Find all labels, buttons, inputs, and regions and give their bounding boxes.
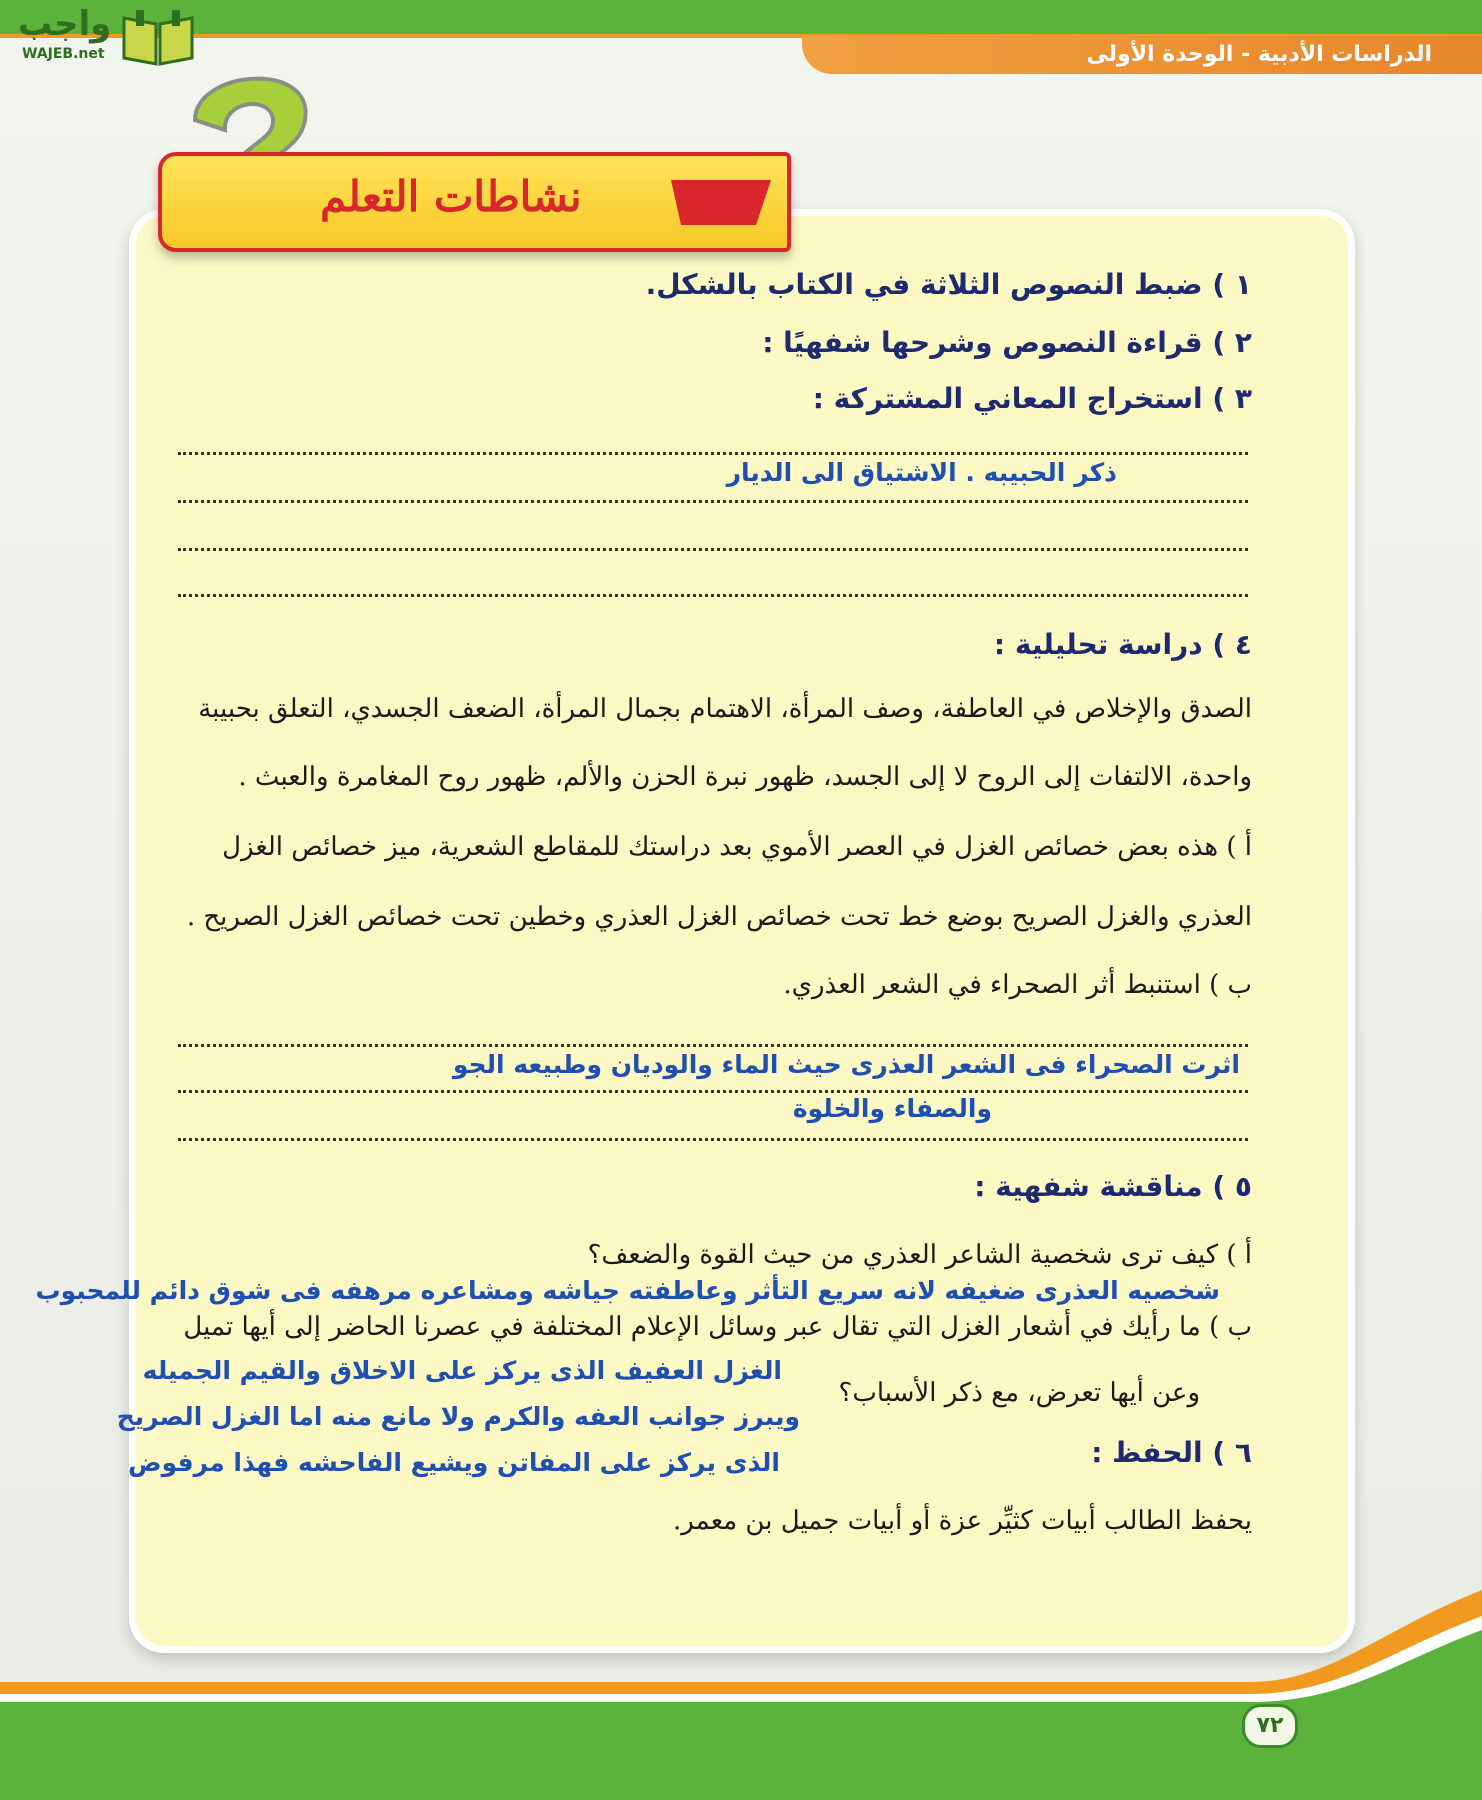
answer-5a: شخصيه العذرى ضغيفه لانه سريع التأثر وعاطفته جياشه ومشاعره مرهفه فى شوق دائم للمحبوب (35, 1276, 1220, 1305)
decor-stripes-icon (661, 170, 781, 230)
question-2: ٢ ) قراءة النصوص وشرحها شفهيًا : (762, 326, 1252, 359)
q6-body: يحفظ الطالب أبيات كثيِّر عزة أو أبيات جميل بن معمر. (673, 1506, 1252, 1536)
q5-b-line-1: ب ) ما رأيك في أشعار الغزل التي تقال عبر وسائل الإعلام المختلفة في عصرنا الحاضر إلى أيها تميل (183, 1312, 1252, 1342)
answer-5b-line-1: الغزل العفيف الذى يركز على الاخلاق والقيم الجميله (142, 1356, 782, 1385)
q5-a: أ ) كيف ترى شخصية الشاعر العذري من حيث القوة والضعف؟ (587, 1240, 1252, 1270)
answer-5b-line-2: ويبرز جوانب العفه والكرم ولا مانع منه اما الغزل الصريح (116, 1402, 800, 1431)
wajeb-logo[interactable] (10, 4, 190, 64)
q4-b: ب ) استنبط أثر الصحراء في الشعر العذري. (783, 970, 1252, 1000)
q4-body-line-1: الصدق والإخلاص في العاطفة، وصف المرأة، الاهتمام بجمال المرأة، الضعف الجسدي، التعلق بحبيبة (198, 694, 1252, 724)
answer-3: ذكر الحبيبه . الاشتياق الى الديار (726, 458, 1117, 487)
dotted-line (178, 594, 1248, 597)
dotted-line (178, 1044, 1248, 1047)
question-3: ٣ ) استخراج المعاني المشتركة : (812, 382, 1252, 415)
q4-a-line-1: أ ) هذه بعض خصائص الغزل في العصر الأموي بعد دراستك للمقاطع الشعرية، ميز خصائص الغزل (222, 832, 1252, 862)
question-1: ١ ) ضبط النصوص الثلاثة في الكتاب بالشكل. (645, 268, 1252, 301)
logo-english-text: WAJEB.net (22, 46, 105, 62)
q5-b-line-2: وعن أيها تعرض، مع ذكر الأسباب؟ (838, 1378, 1200, 1408)
book-icon (120, 10, 196, 66)
dotted-line (178, 500, 1248, 503)
top-green-bar (0, 0, 1482, 34)
q4-a-line-2: العذري والغزل الصريح بوضع خط تحت خصائص الغزل العذري وخطين تحت خصائص الغزل الصريح . (186, 902, 1252, 932)
footer-wave (0, 1590, 1482, 1800)
answer-5b-line-3: الذى يركز على المفاتن ويشيع الفاحشه فهذا مرفوض (127, 1448, 780, 1477)
answer-4b-line-2: والصفاء والخلوة (792, 1094, 992, 1123)
question-6: ٦ ) الحفظ : (1091, 1436, 1252, 1469)
page-title: نشاطات التعلم (320, 172, 582, 221)
q4-body-line-2: واحدة، الالتفات إلى الروح لا إلى الجسد، ظهور نبرة الحزن والألم، ظهور روح المغامرة والعبث . (238, 762, 1252, 792)
dotted-line (178, 452, 1248, 455)
question-5: ٥ ) مناقشة شفهية : (974, 1170, 1252, 1203)
dotted-line (178, 548, 1248, 551)
page-number: ٧٢ (1242, 1704, 1298, 1748)
dotted-line (178, 1090, 1248, 1093)
question-4: ٤ ) دراسة تحليلية : (993, 628, 1252, 661)
section-banner: الدراسات الأدبية - الوحدة الأولى (802, 36, 1482, 74)
logo-arabic-text: واجب (18, 4, 112, 44)
answer-4b-line-1: اثرت الصحراء فى الشعر العذرى حيث الماء والوديان وطبيعه الجو (452, 1050, 1240, 1079)
dotted-line (178, 1138, 1248, 1141)
